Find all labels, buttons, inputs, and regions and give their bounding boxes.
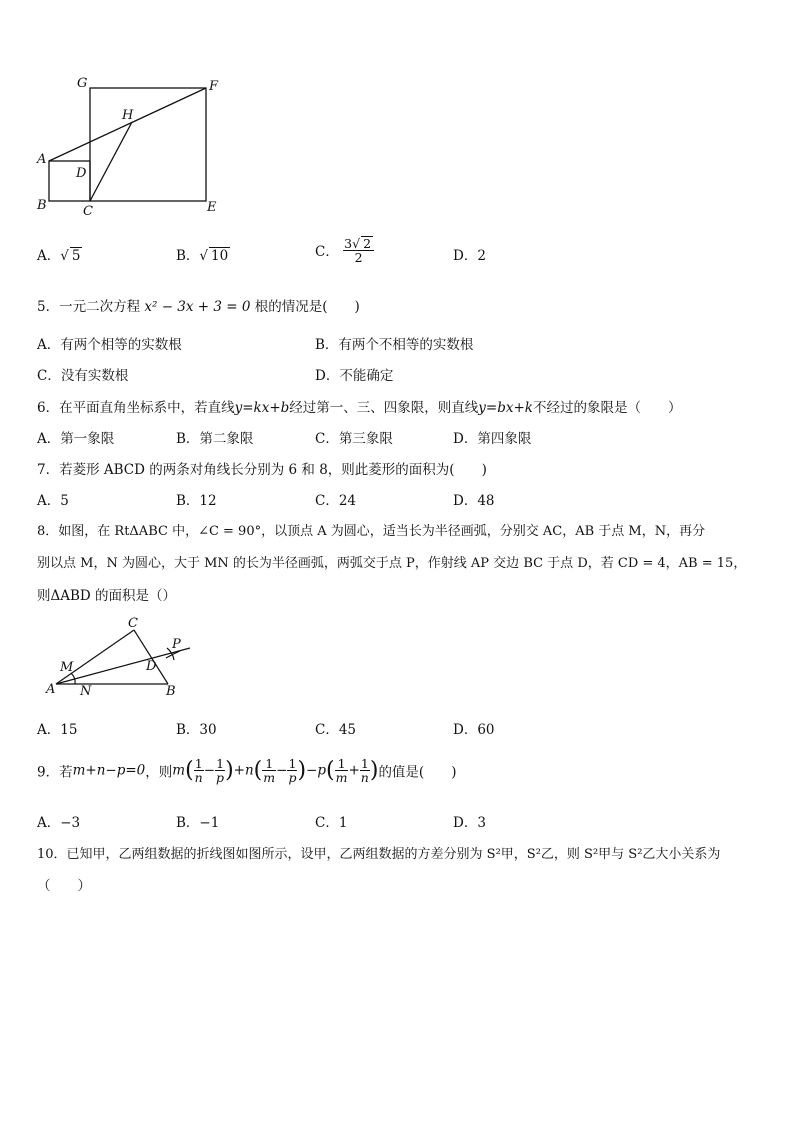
q6-line1: y=kx+b (234, 400, 290, 416)
ray-ap (56, 648, 190, 684)
q9-condition: m+n−p=0 (72, 762, 146, 779)
label-m: M (60, 660, 74, 675)
q6-line2: y=bx+k (478, 400, 533, 416)
q8-figure (40, 615, 200, 700)
label-h: H (122, 108, 134, 123)
q10-stem-line1: 10．已知甲，乙两组数据的折线图如图所示，设甲，乙两组数据的方差分别为 S²甲，S²乙，则 S²甲与 S²乙大小关系为 (37, 847, 721, 862)
square-cefg (90, 88, 206, 201)
label-p: P (172, 637, 181, 652)
q5-stem: 5．一元二次方程 x² − 3x + 3 = 0 根的情况是( ) (37, 299, 360, 315)
label-d: D (146, 659, 157, 674)
q8-stem-line1: 8．如图，在 RtΔABC 中，∠C = 90°，以顶点 A 为圆心，适当长为半径画弧，分别交 AC，AB 于点 M，N，再分 (37, 524, 706, 539)
q7-stem: 7．若菱形 ABCD 的两条对角线长分别为 6 和 8，则此菱形的面积为( ) (37, 462, 487, 478)
q4-option-b[interactable]: B．√ 10 (176, 248, 229, 264)
q7-option-a[interactable]: A．5 (37, 493, 69, 509)
label-b: B (37, 198, 47, 213)
q8-option-b[interactable]: B．30 (176, 722, 217, 738)
q8-option-c[interactable]: C．45 (315, 722, 357, 738)
q8-stem-line3: 则ΔABD 的面积是（） (37, 588, 177, 604)
q7-option-c[interactable]: C．24 (315, 493, 357, 509)
q9-frac-1-p-b: $\frac{1}{p}$ (288, 756, 297, 785)
label-f: F (209, 79, 219, 94)
label-a: A (37, 152, 47, 167)
q8-option-d[interactable]: D．60 (453, 722, 495, 738)
label-c: C (128, 616, 138, 631)
q8-option-a[interactable]: A．15 (37, 722, 78, 738)
q10-stem-line2: （ ） (37, 878, 91, 894)
q7-option-b[interactable]: B．12 (176, 493, 217, 509)
q9-option-a[interactable]: A．−3 (37, 815, 81, 831)
q4-a-radicand: 5 (71, 248, 81, 264)
q7-option-d[interactable]: D．48 (453, 493, 495, 509)
label-g: G (77, 76, 88, 91)
q6-option-b[interactable]: B．第二象限 (176, 431, 254, 447)
q9-stem: 9．若m+n−p=0，则m( $\frac{1}{n}$ − $\frac{1}{p}$ )+n( $\frac{1}{m}$ − $\frac{1}{p}$ )−p( $\frac{1}{m}$ + $\frac{1}{n}$ )的值是( ) (37, 756, 457, 785)
q4-b-radicand: 10 (211, 248, 229, 264)
q9-frac-1-m-b: $\frac{1}{m}$ (335, 756, 348, 785)
q4-option-a[interactable]: A．√ 5 (37, 248, 81, 264)
label-e: E (207, 200, 217, 215)
segment-ch (90, 122, 132, 201)
q4-option-c[interactable]: C． $\frac{3√ 2}{2}$ (315, 236, 374, 264)
q9-option-b[interactable]: B．−1 (176, 815, 220, 831)
q6-option-c[interactable]: C．第三象限 (315, 431, 393, 447)
q6-option-d[interactable]: D．第四象限 (453, 431, 532, 447)
q4-c-fraction: $\frac{3√ 2}{2}$ (343, 236, 374, 264)
q9-option-d[interactable]: D．3 (453, 815, 486, 831)
q9-frac-1-m: $\frac{1}{m}$ (263, 756, 276, 785)
segment-af (49, 88, 206, 161)
q4-figure (30, 70, 230, 220)
q9-frac-1-p: $\frac{1}{p}$ (216, 756, 225, 785)
q6-option-a[interactable]: A．第一象限 (37, 431, 115, 447)
segment-cb (134, 630, 168, 684)
label-d: D (76, 166, 87, 181)
label-n: N (80, 684, 92, 699)
q8-stem-line2: 别以点 M，N 为圆心，大于 MN 的长为半径画弧，两弧交于点 P，作射线 AP 交边 BC 于点 D，若 CD = 4，AB = 15， (37, 556, 747, 571)
q9-frac-1-n-b: $\frac{1}{n}$ (360, 756, 369, 785)
q9-frac-1-n: $\frac{1}{n}$ (194, 756, 203, 785)
q5-equation: x² − 3x + 3 = 0 (144, 299, 251, 315)
q5-option-a[interactable]: A．有两个相等的实数根 (37, 337, 182, 353)
q6-stem: 6．在平面直角坐标系中，若直线y=kx+b经过第一、三、四象限，则直线y=bx+k不经过的象限是（ ） (37, 400, 682, 416)
q5-option-c[interactable]: C．没有实数根 (37, 368, 129, 384)
q9-option-c[interactable]: C．1 (315, 815, 348, 831)
q5-option-b[interactable]: B．有两个不相等的实数根 (315, 337, 474, 353)
segment-ac (56, 630, 134, 684)
q5-option-d[interactable]: D．不能确定 (315, 368, 394, 384)
label-c: C (83, 204, 93, 219)
q4-option-d[interactable]: D．2 (453, 248, 486, 264)
label-a: A (46, 682, 56, 697)
label-b: B (166, 684, 176, 699)
